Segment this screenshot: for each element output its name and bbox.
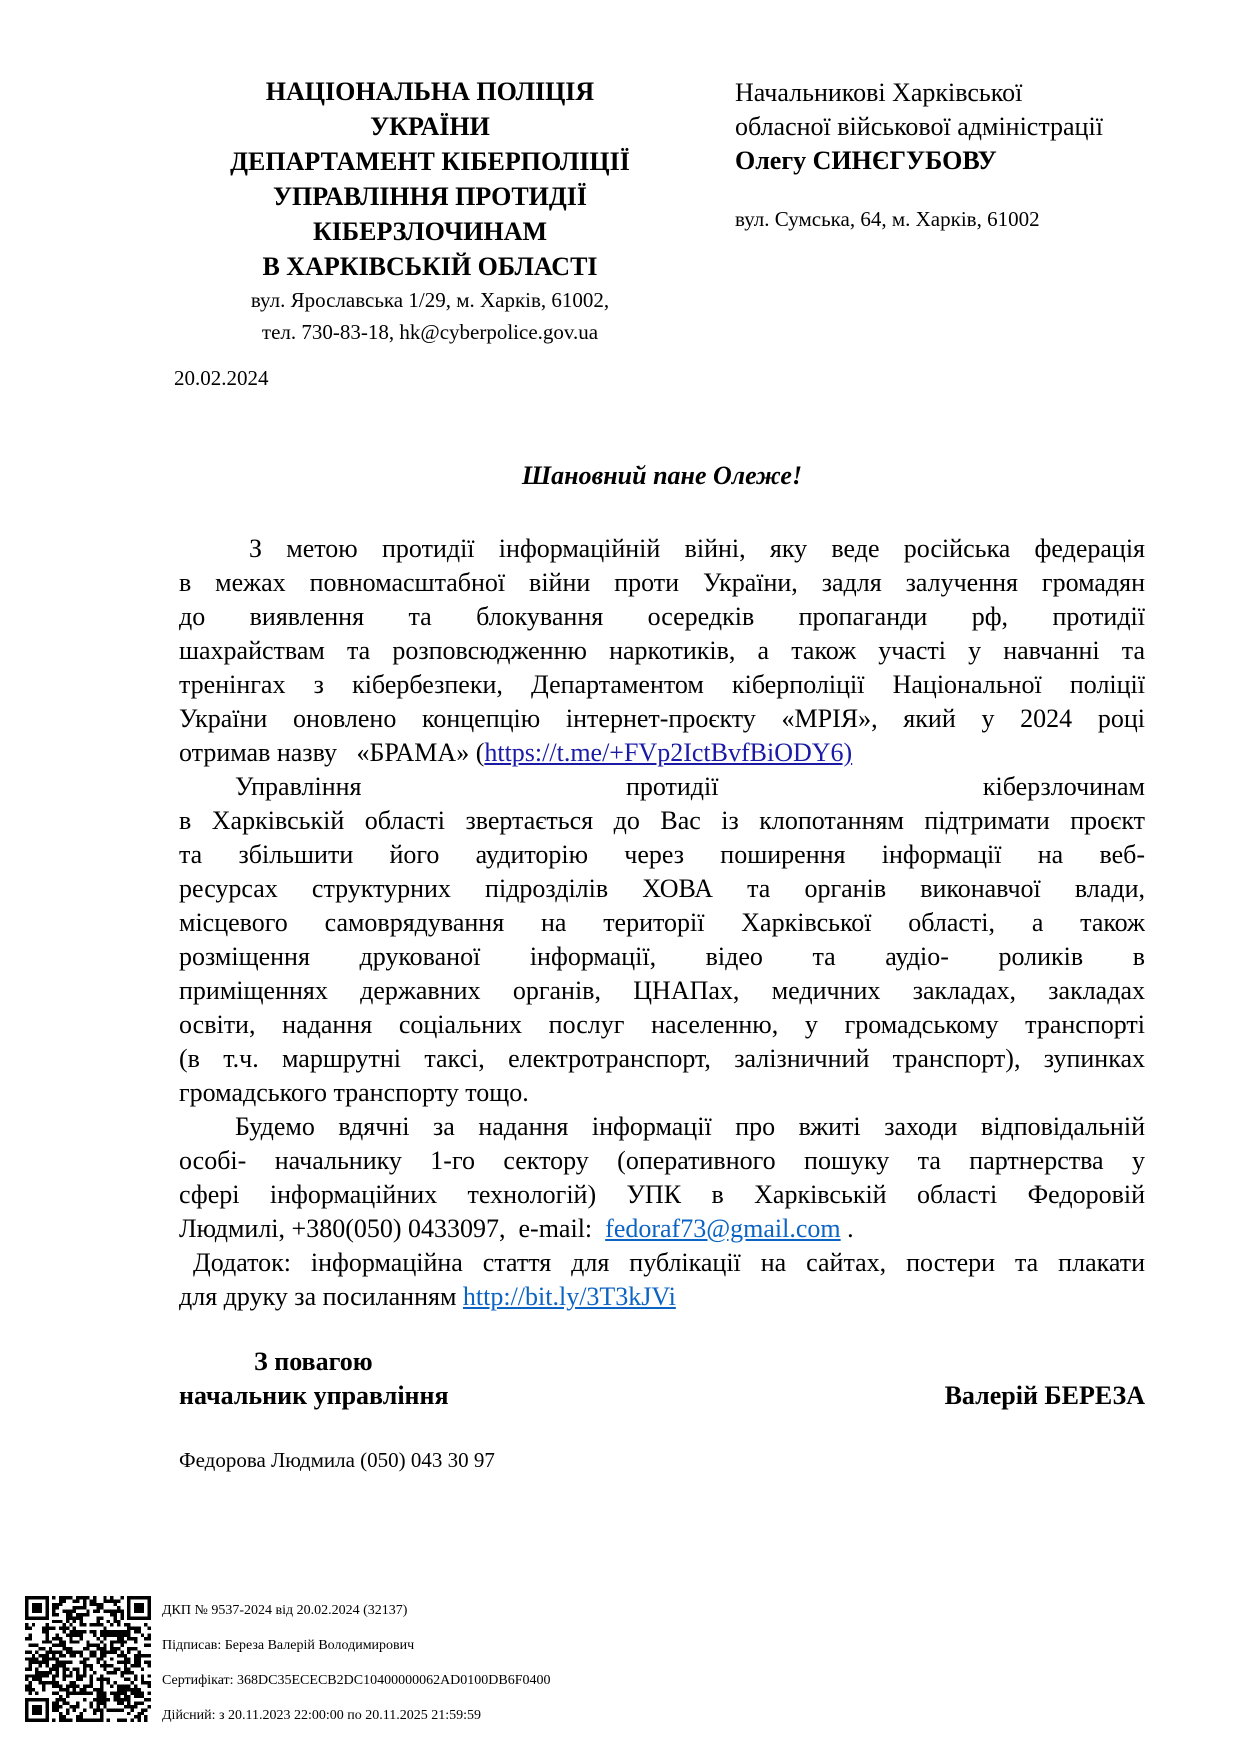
qr-code-icon <box>25 1596 151 1722</box>
signatory-position: начальник управління <box>179 1381 449 1410</box>
email-link[interactable]: fedoraf73@gmail.com <box>605 1214 841 1243</box>
body-line: розміщення друкованої інформації, відео та аудіо- роликів в <box>179 942 1145 971</box>
body-line: Управління протидії кіберзлочинам <box>235 772 1145 801</box>
closing-regards: З повагою <box>254 1347 373 1376</box>
body-line: ресурсах структурних підрозділів ХОВА та органів виконавчої влади, <box>179 874 1145 903</box>
sender-header <box>160 74 700 348</box>
paragraph-4 <box>179 1246 1145 1314</box>
body-line: в Харківській області звертається до Вас із клопотанням підтримати проєкт <box>179 806 1145 835</box>
salutation: Шановний пане Олеже! <box>521 461 803 490</box>
recipient-title-line: Начальникові Харківської <box>735 78 1023 107</box>
body-line: сфері інформаційних технологій) УПК в Харківській області Федоровій <box>179 1180 1145 1209</box>
body-line <box>179 1212 1145 1246</box>
esignature-validity: Дійсний: з 20.11.2023 22:00:00 по 20.11.2025 21:59:59 <box>162 1708 482 1723</box>
esignature-registration: ДКП № 9537-2024 від 20.02.2024 (32137) <box>162 1603 408 1618</box>
body-line: особі- начальнику 1-го сектору (оперативного пошуку та партнерства у <box>179 1146 1145 1175</box>
body-text: отримав назву «БРАМА» ( <box>179 738 485 767</box>
body-line: місцевого самоврядування на території Харківської області, а також <box>179 908 1145 937</box>
paragraph-3 <box>179 1110 1145 1246</box>
recipient-name: Олегу СИНЄГУБОВУ <box>735 146 997 175</box>
contact-person: Федорова Людмила (050) 043 30 97 <box>179 1448 495 1472</box>
body-text: . <box>840 1214 854 1243</box>
signature-row <box>179 1379 1145 1413</box>
letter-body <box>179 532 1145 1314</box>
recipient-block <box>735 76 1215 233</box>
body-line: України оновлено концепцію інтернет-проєкту «МРІЯ», який у 2024 році <box>179 704 1145 733</box>
paragraph-1 <box>179 532 1145 770</box>
sender-org-line: В ХАРКІВСЬКІЙ ОБЛАСТІ <box>262 252 598 281</box>
closing-block <box>179 1345 1145 1413</box>
body-text: для друку за посиланням <box>179 1282 463 1311</box>
body-line: освіти, надання соціальних послуг населенню, у громадському транспорті <box>179 1010 1145 1039</box>
attachment-link[interactable]: http://bit.ly/3T3kJVi <box>462 1282 676 1311</box>
body-text: Людмилі, +380(050) 0433097, e-mail: <box>179 1214 606 1243</box>
sender-org-line: ДЕПАРТАМЕНТ КІБЕРПОЛІЦІЇ <box>230 147 630 176</box>
body-line <box>179 1280 1145 1314</box>
body-line: тренінгах з кібербезпеки, Департаментом кіберполіції Національної поліції <box>179 670 1145 699</box>
body-line: Додаток: інформаційна стаття для публікації на сайтах, постери та плакати <box>193 1248 1145 1277</box>
body-line: до виявлення та блокування осередків пропаганди рф, протидії <box>179 602 1145 631</box>
body-line: приміщеннях державних органів, ЦНАПах, медичних закладах, закладах <box>179 976 1145 1005</box>
sender-address: вул. Ярославська 1/29, м. Харків, 61002, <box>250 288 610 312</box>
body-line: Будемо вдячні за надання інформації про вжиті заходи відповідальній <box>235 1112 1145 1141</box>
body-line: З метою протидії інформаційній війні, яку веде російська федерація <box>249 534 1145 563</box>
paragraph-2 <box>179 770 1145 1110</box>
qr-code-modules <box>25 1596 151 1722</box>
body-line: громадського транспорту тощо. <box>179 1078 529 1107</box>
recipient-title-line: обласної військової адміністрації <box>735 112 1103 141</box>
body-line <box>179 736 1145 770</box>
body-line: та збільшити його аудиторію через поширення інформації на веб- <box>179 840 1145 869</box>
sender-org-line: УКРАЇНИ <box>370 112 490 141</box>
document-date: 20.02.2024 <box>174 366 269 390</box>
body-line: шахрайствам та розповсюдженню наркотиків, а також участі у навчанні та <box>179 636 1145 665</box>
telegram-link[interactable]: https://t.me/+FVp2IctBvfBiODY6) <box>484 738 853 767</box>
sender-contacts: тел. 730-83-18, hk@cyberpolice.gov.ua <box>261 320 599 344</box>
body-line: (в т.ч. маршрутні таксі, електротранспорт, залізничний транспорт), зупинках <box>179 1044 1145 1073</box>
signatory-name: Валерій БЕРЕЗА <box>944 1381 1145 1410</box>
esignature-block <box>162 1600 551 1740</box>
body-line: в межах повномасштабної війни проти України, задля залучення громадян <box>179 568 1145 597</box>
esignature-certificate: Сертифікат: 368DC35ECECB2DC10400000062AD0100DB6F0400 <box>162 1673 551 1688</box>
esignature-signer: Підписав: Береза Валерій Володимирович <box>162 1638 415 1653</box>
sender-org-line: НАЦІОНАЛЬНА ПОЛІЦІЯ <box>265 77 595 106</box>
sender-org-line: КІБЕРЗЛОЧИНАМ <box>312 217 548 246</box>
sender-org-line: УПРАВЛІННЯ ПРОТИДІЇ <box>272 182 588 211</box>
recipient-address: вул. Сумська, 64, м. Харків, 61002 <box>735 207 1040 231</box>
